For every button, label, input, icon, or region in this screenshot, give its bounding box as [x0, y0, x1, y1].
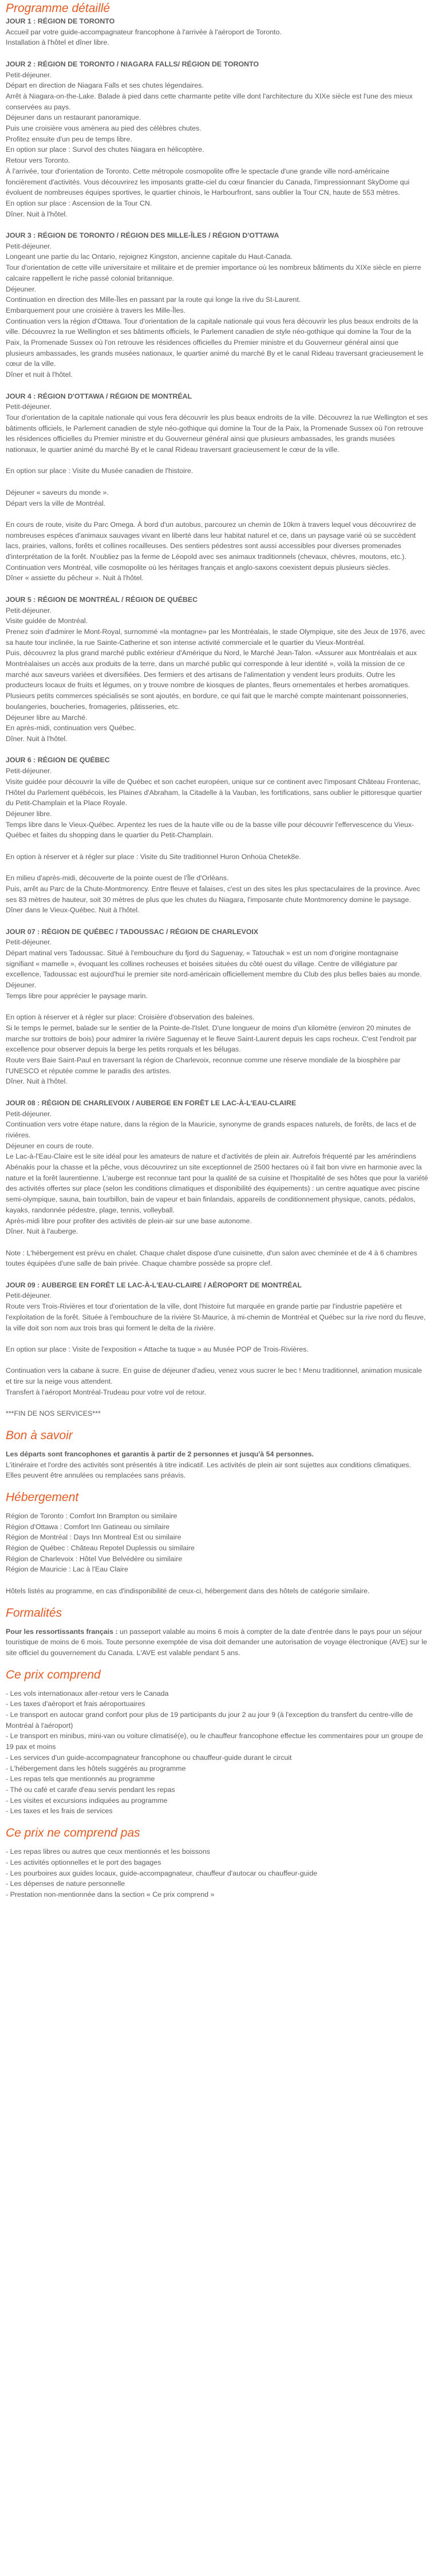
day-text-line: Départ vers la ville de Montréal. [6, 499, 106, 507]
hebergement-line: Région d'Ottawa : Comfort Inn Gatineau ou similaire [6, 1522, 170, 1531]
day-text-line: Continuation vers la région d'Ottawa. Tour d'orientation de la capitale nationale qui vous fera découvrir les plus beaux endroits de la ville. Découvrez la rue Wellington et ses bâtiments officiels, le Parlement canadien de style néo-gothique qui domine la Tour de la Paix, la Promenade Sussex où l'on retrouve les résidences officielles du Premier ministre et du Gouverneur général ainsi que plusieurs ambassades, les grands musées nationaux, le quartier animé du marché By et le canal Rideau traversant gracieusement le cœur de la ville. [6, 317, 424, 368]
day-text-line: Dîner dans le Vieux-Québec. Nuit à l'hôtel. [6, 906, 140, 915]
day-text-line: Tour d'orientation de cette ville universitaire et militaire et de premier importance où les nombreux bâtiments du XIXe siècle en pierre calcaire rappellent le riche passé colonial britannique. [6, 263, 421, 282]
day-text-line: Petit-déjeuner. [6, 606, 52, 615]
day-text-line: En milieu d'après-midi, découverte de la pointe ouest de l'Île d'Orléans. [6, 874, 229, 883]
end-of-services: ***FIN DE NOS SERVICES*** [6, 1409, 101, 1418]
day-text-line: Dîner. Nuit à l'auberge. [6, 1227, 78, 1236]
day-text-line: Dîner. Nuit à l'hôtel. [6, 735, 68, 743]
list-item: - Les vols internationaux aller-retour vers le Canada [6, 1688, 428, 1699]
day-text-line: En cours de route, visite du Parc Omega. À bord d'un autobus, parcourez un chemin de 10km à travers lequel vous découvrirez de nombreuses espèces d'animaux sauvages vivant en liberté dans leur habitat naturel et ce, dans un paysage varié où se succèdent lacs, prairies, vallons, forêts et collines rocailleuses. Des sentiers pédestres sont aussi accessibles pour diverses promenades d'interprétation de la forêt. N'oubliez pas la ferme de Léopold avec ses animaux traditionnels (chevaux, chèvres, moutons, etc.). [6, 520, 416, 561]
blank-line [6, 1355, 428, 1366]
day-title: JOUR 5 : RÉGION DE MONTRÉAL / RÉGION DE QUÉBEC [6, 595, 198, 604]
day-text-line: Continuation vers Montréal, ville cosmopolite où les héritages français et anglo-saxons coexistent depuis plusieurs siècles. [6, 563, 390, 572]
day-text-line: Déjeuner en cours de route. [6, 1141, 94, 1150]
day-text-line: Petit-déjeuner. [6, 1109, 52, 1118]
blank-line [6, 455, 428, 466]
day-text-line: Le Lac-à-l'Eau-Claire est le site idéal pour les amateurs de nature et d'activités de plein air. Autrefois fréquenté par les amérindiens Abénakis pour la chasse et la pêche, vous découvrirez un site exceptionnel de 2500 hectares où il fait bon vivre en harmonie avec la nature et la forêt laurentienne. L'auberge est reconnue tant pour la qualité de sa cuisine et l'hospitalité de ses hôtes que pour la variété des activités offertes sur place (selon les conditions climatiques et disponibilité des équipements) : un centre aquatique avec piscine semi-olympique, sauna, bain tourbillon, bain de vapeur et bain finlandais, appareils de conditionnement physique, canots, pédalos, kayaks, randonnée pédestre, plage, tennis, volleyball. [6, 1152, 428, 1214]
day-text-line: Route vers Trois-Rivières et tour d'orientation de la ville, dont l'histoire fut marquée en grande partie par l'industrie papetière et l'exploitation de la forêt. Située à l'embouchure de la rivière St-Maurice, à mi-chemin de Montréal et Québec sur la rive nord du fleuve, la ville doit son nom aux trois bras qui forment le delta de la rivière. [6, 1302, 426, 1332]
day-text-line: En option sur place : Visite du Musée canadien de l'histoire. [6, 467, 194, 475]
day-title: JOUR 1 : RÉGION DE TORONTO [6, 17, 115, 25]
day-text-line: Profitez ensuite d'un peu de temps libre. [6, 135, 132, 143]
list-item: - Les services d'un guide-accompagnateur francophone ou chauffeur-guide durant le circuit [6, 1752, 428, 1763]
day-text-line: Temps libre pour apprécier le paysage marin. [6, 991, 148, 1000]
list-item: - Les dépenses de nature personnelle [6, 1878, 428, 1889]
list-item: - Les visites et excursions indiquées au programme [6, 1795, 428, 1806]
day-title: JOUR 3 : RÉGION DE TORONTO / RÉGION DES MILLE-ÎLES / RÉGION D'OTTAWA [6, 231, 279, 240]
day-text-line: Départ matinal vers Tadoussac. Situé à l'embouchure du fjord du Saguenay, « Tatouchak » est un nom d'origine montagnaise signifiant « mamelle », évoquant les collines rocheuses et boisées situées du côté ouest du village. Centre de villégiature par excellence, Tadoussac est aujourd'hui le premier site nord-américain officiellement membre du Club des plus belles baies au monde. [6, 949, 422, 979]
blank-line [6, 509, 428, 519]
list-item: - L'hébergement dans les hôtels suggérés au programme [6, 1763, 428, 1774]
programme-title: Programme détaillé [6, 2, 111, 15]
day-title: JOUR 08 : RÉGION DE CHARLEVOIX / AUBERGE EN FORÊT LE LAC-À-L'EAU-CLAIRE [6, 1098, 297, 1107]
day-text-line: Puis, découvrez la plus grand marché public extérieur d'Amérique du Nord, le Marché Jean-Talon. «Assurer aux Montréalais et aux Montréalaises un accès aux produits de la terre, dans un marché public qui corresponde à leur identité », voilà la mission de ce marché aux saveurs variées et diversifiées. Des fermiers et des artisans de l'alimentation y vendent leurs produits. Outre les producteurs locaux de fruits et légumes, on y trouve nombre de kiosques de plantes, fleurs ornementales et herbes aromatiques. Plusieurs petits commerces spécialisés se sont ajoutés, en bordure, ce qui fait que le marché compte maintenant poissonneries, boulangeries, boucheries, fromageries, pâtisseries, etc. [6, 649, 417, 711]
day-title: JOUR 6 : RÉGION DE QUÉBEC [6, 756, 110, 765]
day-text-line: Temps libre dans le Vieux-Québec. Arpentez les rues de la haute ville ou de la basse ville pour découvrir l'effervescence du Vieux-Québec et faites du shopping dans le quartier du Petit-Champlain. [6, 820, 415, 840]
day-text-line: Puis, arrêt au Parc de la Chute-Montmorency. Entre fleuve et falaises, c'est un des sites les plus spectaculaires de la province. Avec ses 83 mètres de hauteur, soit 30 mètres de plus que les chutes du Niagara, l'imposante chute Montmorency domine le paysage. [6, 884, 420, 904]
list-item: - Les taxes et les frais de services [6, 1806, 428, 1817]
blank-line [6, 1237, 428, 1248]
day-text-line: Petit-déjeuner. [6, 70, 52, 79]
prix-comprend-list [6, 1688, 428, 1817]
day-text-line: Tour d'orientation de la capitale nationale qui vous fera découvrir les plus beaux endroits de la ville. Découvrez la rue Wellington et ses bâtiments officiels, le Parlement canadien de style néo-gothique qui domine la Tour de la Paix, la Promenade Sussex où l'on retrouve les résidences officielles du Premier ministre et du Gouverneur général ainsi que plusieurs ambassades, les grands musées nationaux, le quartier animé du marché By et le canal Rideau traversant gracieusement le cœur de la ville. [6, 413, 428, 454]
hebergement-line: Région de Québec : Château Repotel Duplessis ou similaire [6, 1544, 195, 1553]
formalites-prefix: Pour les ressortissants français : [6, 1627, 118, 1636]
bon-a-savoir-bold-line: Les départs sont francophones et garantis à partir de 2 personnes et jusqu'à 54 personnes. [6, 1450, 314, 1458]
list-item: - Prestation non-mentionnée dans la section « Ce prix comprend » [6, 1889, 428, 1900]
day-text-line: Dîner et nuit à l'hôtel. [6, 371, 73, 379]
hebergement-line: Région de Toronto : Comfort Inn Brampton ou similaire [6, 1511, 177, 1520]
day-text-line: Dîner. Nuit à l'hôtel. [6, 1077, 68, 1086]
day-text-line: En option à réserver et à régler sur place: Croisière d'observation des baleines. [6, 1013, 255, 1022]
blank-line [6, 841, 428, 852]
day-text-line: Petit-déjeuner. [6, 242, 52, 250]
blank-line [6, 1002, 428, 1013]
day-text-line: Accueil par votre guide-accompagnateur francophone à l'arrivée à l'aéroport de Toronto. [6, 27, 282, 36]
programme-days [6, 16, 428, 1397]
day-text-line: Dîner. Nuit à l'hôtel. [6, 210, 68, 218]
day-text-line: Continuation vers votre étape nature, dans la région de la Mauricie, synonyme de grands espaces naturels, de forêts, de lacs et de rivières. [6, 1120, 417, 1139]
day-text-line: Embarquement pour une croisière à travers les Mille-Îles. [6, 306, 186, 314]
day-text-line: En option sur place : Survol des chutes Niagara en hélicoptère. [6, 145, 204, 154]
list-item: - Le transport en autocar grand confort pour plus de 19 participants du jour 2 au jour 9 (à l'exception du transfert du centre-ville de Montréal à l'aéroport) [6, 1710, 428, 1731]
day-text-line: Petit-déjeuner. [6, 1291, 52, 1300]
prix-ne-comprend-pas-title: Ce prix ne comprend pas [6, 1826, 140, 1840]
day-text-line: Déjeuner. [6, 285, 37, 293]
day-text-line: En option sur place : Visite de l'exposition « Attache ta tuque » au Musée POP de Trois-Rivières. [6, 1345, 309, 1353]
day-text-line: Retour vers Toronto. [6, 156, 70, 165]
day-text-line: Prenez soin d'admirer le Mont-Royal, surnommé «la montagne» par les Montréalais, le stade Olympique, site des Jeux de 1976, avec sa haute tour inclinée, la rue Sainte-Catherine et son intense activité commerciale et le quartier du Vieux-Montréal. [6, 627, 425, 647]
day-text-line: Petit-déjeuner. [6, 403, 52, 411]
day-text-line: Visite guidée pour découvrir la ville de Québec et son cachet européen, unique sur ce continent avec l'imposant Château Frontenac, l'Hôtel du Parlement québécois, les Plaines d'Abraham, la Citadelle à la Vauban, les fortifications, sans oublier le pittoresque quartier du Petit-Champlain et la Place Royale. [6, 777, 423, 808]
hebergement-title: Hébergement [6, 1490, 79, 1504]
day-text-line: Petit-déjeuner. [6, 938, 52, 947]
blank-line [6, 862, 428, 873]
list-item: - Les pourboires aux guides locaux, guide-accompagnateur, chauffeur d'autocar ou chauffeur-guide [6, 1868, 428, 1879]
day-text-line: En après-midi, continuation vers Québec. [6, 724, 136, 732]
day-text-line: Dîner « assiette du pêcheur ». Nuit à l'hôtel. [6, 574, 144, 582]
day-text-line: Continuation en direction des Mille-Îles en passant par la route qui longe la rive du St-Laurent. [6, 296, 301, 304]
prix-ne-comprend-pas-list [6, 1846, 428, 1900]
hebergement-line: Région de Mauricie : Lac à l'Eau Claire [6, 1565, 128, 1574]
day-text-line: Petit-déjeuner. [6, 767, 52, 775]
bon-a-savoir-text [6, 1460, 428, 1481]
day-title: JOUR 4 : RÉGION D'OTTAWA / RÉGION DE MONTRÉAL [6, 392, 192, 400]
hebergement-line: Hôtels listés au programme, en cas d'indisponibilité de ceux-ci, hébergement dans des hôtels de catégorie similaire. [6, 1586, 370, 1595]
day-text-line: Si le temps le permet, balade sur le sentier de la Pointe-de-l'Islet. D'une longueur de moins d'un kilomètre (environ 20 minutes de marche sur trottoirs de bois) pour admirer la rivière Saguenay et le fleuve Saint-Laurent depuis les caps rocheux. C'est l'endroit par excellence pour observer depuis la berge les petits rorquals et les bélugas. [6, 1023, 417, 1054]
blank-line [6, 1333, 428, 1344]
prix-comprend-title: Ce prix comprend [6, 1668, 101, 1681]
day-text-line: Route vers Baie Saint-Paul en traversant la région de Charlevoix, reconnue comme une réserve mondiale de la biosphère par l'UNESCO et réputée comme le paradis des artistes. [6, 1056, 401, 1075]
day-text-line: Longeant une partie du lac Ontario, rejoignez Kingston, ancienne capitale du Haut-Canada. [6, 253, 293, 261]
list-item: - Les taxes d'aéroport et frais aéroportuaires [6, 1699, 428, 1710]
day-text-line: Déjeuner libre. [6, 809, 52, 818]
blank-line [6, 1575, 428, 1586]
list-item: - Thé ou café et carafe d'eau servis pendant les repas [6, 1785, 428, 1795]
list-item: - Le transport en minibus, mini-van ou voiture climatisé(e), ou le chauffeur francophone effectue les commentaires pour un groupe de 19 pax et moins [6, 1731, 428, 1752]
list-item: - Les repas libres ou autres que ceux mentionnés et les boissons [6, 1846, 428, 1857]
blank-line [6, 476, 428, 487]
day-text-line: Transfert à l'aéroport Montréal-Trudeau pour votre vol de retour. [6, 1388, 206, 1396]
blank-line [6, 1269, 428, 1280]
day-text-line: Visite guidée de Montréal. [6, 617, 88, 625]
day-text-line: Après-midi libre pour profiter des activités de plein-air sur une base autonome. [6, 1216, 252, 1225]
formalites-body: un passeport valable au moins 6 mois à compter de la date d'entrée dans le pays pour un séjour touristique de moins de 6 mois. Toute personne exemptée de visa doit demander une autorisation de voyage électronique (AVE) sur le site officiel du gouvernement du Canada. L'AVE est valable pendant 5 ans. [6, 1627, 427, 1657]
day-text-line: En option sur place : Ascension de la Tour CN. [6, 199, 152, 207]
hebergement-line: Région de Montréal : Days Inn Montreal Est ou similaire [6, 1533, 182, 1542]
day-text-line: Puis une croisière vous amènera au pied des célèbres chutes. [6, 124, 202, 133]
formalites-text [6, 1626, 428, 1659]
day-text-line: En option à réserver et à régler sur place : Visite du Site traditionnel Huron Onhoüa Chetek8e. [6, 852, 301, 861]
day-text-line: Note : L'hébergement est prévu en chalet. Chaque chalet dispose d'une cuisinette, d'un salon avec cheminée et de 4 à 6 chambres toutes équipées d'une salle de bain privée. Chaque chambre possède sa propre clef. [6, 1248, 417, 1268]
day-text-line: Arrêt à Niagara-on-the-Lake. Balade à pied dans cette charmante petite ville dont l'architecture du XIXe siècle est l'une des mieux conservées au pays. [6, 92, 413, 111]
day-text-line: À l'arrivée, tour d'orientation de Toronto. Cette métropole cosmopolite offre le spectacle d'une grande ville nord-américaine foncièrement d'activités. Vous découvrirez les imposants gratte-ciel du cœur financier du Canada, l'impressionnant SkyDome qui évoluent de nombreuses équipes sportives, le quartier chinois, le Harbourfront, sans oublier la Tour CN, haute de 553 mètres. [6, 167, 410, 197]
day-title: JOUR 07 : RÉGION DE QUÉBEC / TADOUSSAC / RÉGION DE CHARLEVOIX [6, 927, 259, 936]
day-text-line: Installation à l'hôtel et dîner libre. [6, 38, 109, 47]
bon-a-savoir-line: L'itinéraire et l'ordre des activités sont présentés à titre indicatif. Les activités de plein air sont sujettes aux conditions climatiques. Elles peuvent être annulées ou remplacées sans préavis. [6, 1460, 411, 1480]
day-text-line: Déjeuner « saveurs du monde ». [6, 488, 109, 497]
hebergement-line: Région de Charlevoix : Hôtel Vue Belvédère ou similaire [6, 1554, 183, 1563]
day-title: JOUR 2 : RÉGION DE TORONTO / NIAGARA FALLS/ RÉGION DE TORONTO [6, 60, 259, 68]
day-text-line: Départ en direction de Niagara Falls et ses chutes légendaires. [6, 81, 204, 90]
list-item: - Les repas tels que mentionnés au programme [6, 1774, 428, 1785]
day-text-line: Déjeuner libre au Marché. [6, 713, 88, 722]
day-text-line: Déjeuner. [6, 981, 37, 990]
day-text-line: Continuation vers la cabane à sucre. En guise de déjeuner d'adieu, venez vous sucrer le bec ! Menu traditionnel, animation musicale et tire sur la neige vous attendent. [6, 1366, 422, 1386]
day-text-line: JOUR 09 : AUBERGE EN FORÊT LE LAC-À-L'EAU-CLAIRE / AÉROPORT DE MONTRÉAL [6, 1281, 302, 1289]
day-text-line: Déjeuner dans un restaurant panoramique. [6, 113, 141, 122]
formalites-title: Formalités [6, 1606, 62, 1620]
list-item: - Les activités optionnelles et le port des bagages [6, 1857, 428, 1868]
hebergement-list [6, 1511, 428, 1597]
bon-a-savoir-title: Bon à savoir [6, 1428, 73, 1442]
